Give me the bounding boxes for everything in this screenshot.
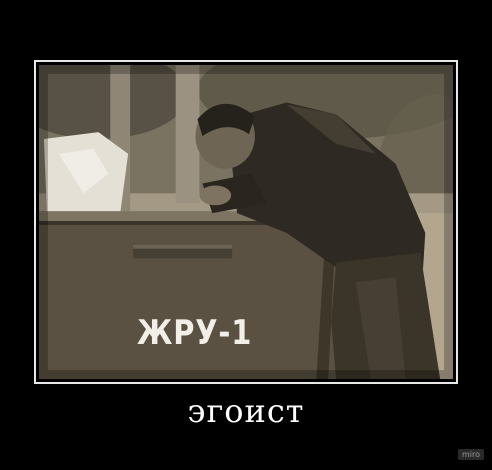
sepia-photo <box>39 65 453 379</box>
photo-frame <box>34 60 458 384</box>
poster-caption: эгоист <box>187 392 305 430</box>
man-hands <box>199 185 231 205</box>
watermark: miro <box>458 449 484 460</box>
dumpster-label: ЖРУ-1 <box>137 313 253 353</box>
